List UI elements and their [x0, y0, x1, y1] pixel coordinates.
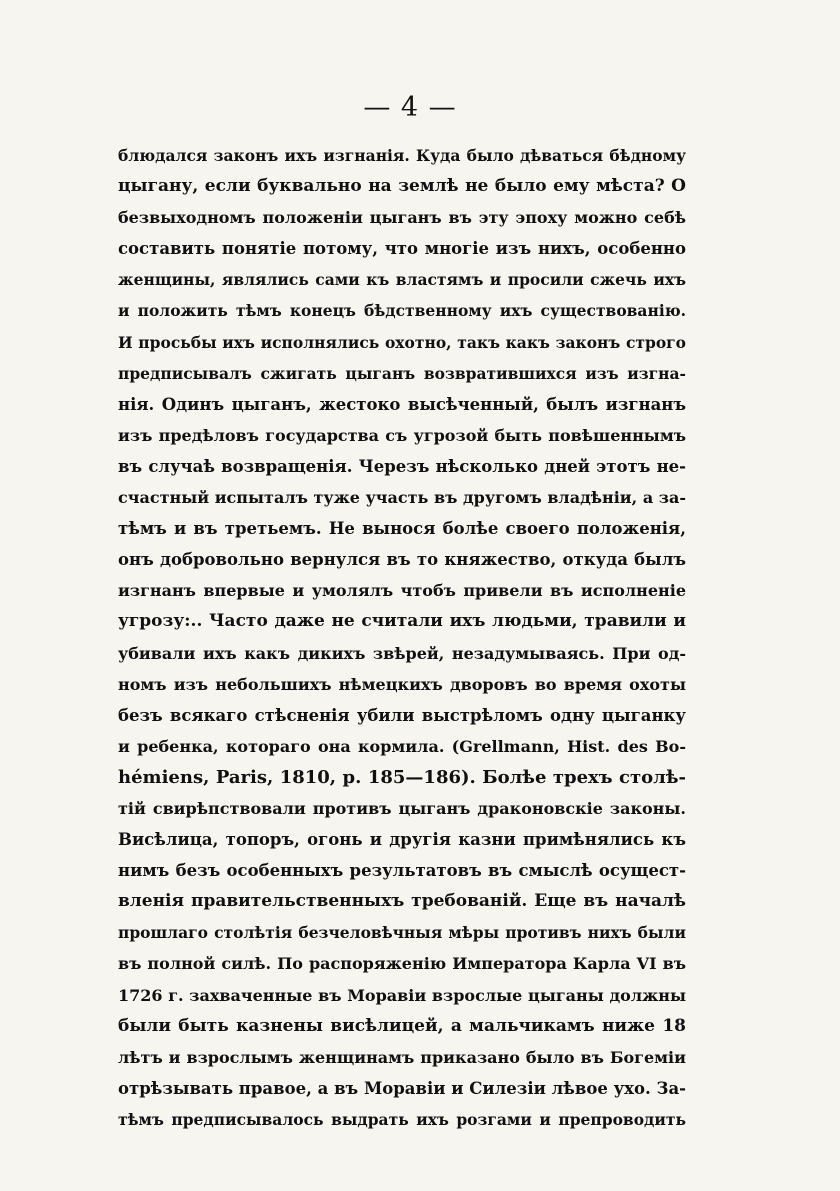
text-line: и ребенка, котораго она кормила. (Grellmann, Hist. des Bo- — [118, 736, 686, 756]
text-line: безъ всякаго стѣсненія убили выстрѣломъ одну цыганку — [118, 705, 686, 725]
page-number: — 4 — — [363, 92, 457, 123]
text-line: составить понятіе потому, что многіе изъ нихъ, особенно — [118, 239, 686, 259]
text-line: И просьбы ихъ исполнялись охотно, такъ какъ законъ строго — [118, 332, 686, 352]
text-line: и положить тѣмъ конецъ бѣдственному ихъ существованію. — [118, 301, 686, 321]
text-line: убивали ихъ какъ дикихъ звѣрей, незадумываясь. При од- — [118, 643, 686, 663]
text-line: 1726 г. захваченные въ Моравіи взрослые цыганы должны — [118, 985, 686, 1005]
text-line: цыгану, если буквально на землѣ не было ему мѣста? О — [118, 176, 686, 197]
text-line: безвыходномъ положеніи цыганъ въ эту эпоху можно себѣ — [118, 208, 686, 228]
text-line: тѣмъ предписывалось выдрать ихъ розгами и препроводить — [118, 1109, 686, 1129]
text-line: въ случаѣ возвращенія. Черезъ нѣсколько дней этотъ не- — [118, 456, 686, 476]
text-line: лѣтъ и взрослымъ женщинамъ приказано было въ Богеміи — [118, 1047, 686, 1067]
text-line: вленія правительственныхъ требованій. Еще въ началѣ — [118, 891, 686, 912]
text-line: номъ изъ небольшихъ нѣмецкихъ дворовъ во время охоты — [118, 674, 686, 694]
text-line: изъ предѣловъ государства съ угрозой быть повѣшеннымъ — [118, 425, 686, 445]
text-line: онъ добровольно вернулся въ то княжество, откуда былъ — [118, 550, 686, 570]
text-line: изгнанъ впервые и умолялъ чтобъ привели въ исполненіе — [118, 581, 686, 601]
text-line: были быть казнены висѣлицей, а мальчикамъ ниже 18 — [118, 1015, 686, 1036]
text-line: блюдался законъ ихъ изгнанія. Куда было дѣваться бѣдному — [118, 146, 686, 165]
text-line: отрѣзывать правое, а въ Моравіи и Силезіи лѣвое ухо. За- — [118, 1078, 686, 1098]
text-line: тѣмъ и въ третьемъ. Не вынося болѣе своего положенія, — [118, 519, 686, 539]
text-line: счастный испыталъ туже участь въ другомъ владѣніи, а за- — [118, 488, 686, 508]
text-line: нія. Одинъ цыганъ, жестоко высѣченный, былъ изгнанъ — [118, 394, 686, 414]
text-line: прошлаго столѣтія безчеловѣчныя мѣры противъ нихъ были — [118, 923, 686, 943]
body-text — [118, 140, 686, 1135]
text-line: угрозу:.. Часто даже не считали ихъ людьми, травили и — [118, 611, 686, 632]
text-line: Висѣлица, топоръ, огонь и другія казни примѣнялись къ — [118, 830, 686, 850]
text-line: тій свирѣпствовали противъ цыганъ драконовскіе законы. — [118, 798, 686, 818]
text-line: предписывалъ сжигать цыганъ возвратившихся изъ изгна- — [118, 363, 686, 383]
text-line: въ полной силѣ. По распоряженію Императора Карла VI въ — [118, 954, 686, 974]
text-line: нимъ безъ особенныхъ результатовъ въ смыслѣ осущест- — [118, 861, 686, 881]
text-line: hémiens, Paris, 1810, p. 185—186). Болѣе трехъ столѣ- — [118, 766, 686, 788]
text-line: женщины, являлись сами къ властямъ и просили сжечь ихъ — [118, 270, 686, 290]
